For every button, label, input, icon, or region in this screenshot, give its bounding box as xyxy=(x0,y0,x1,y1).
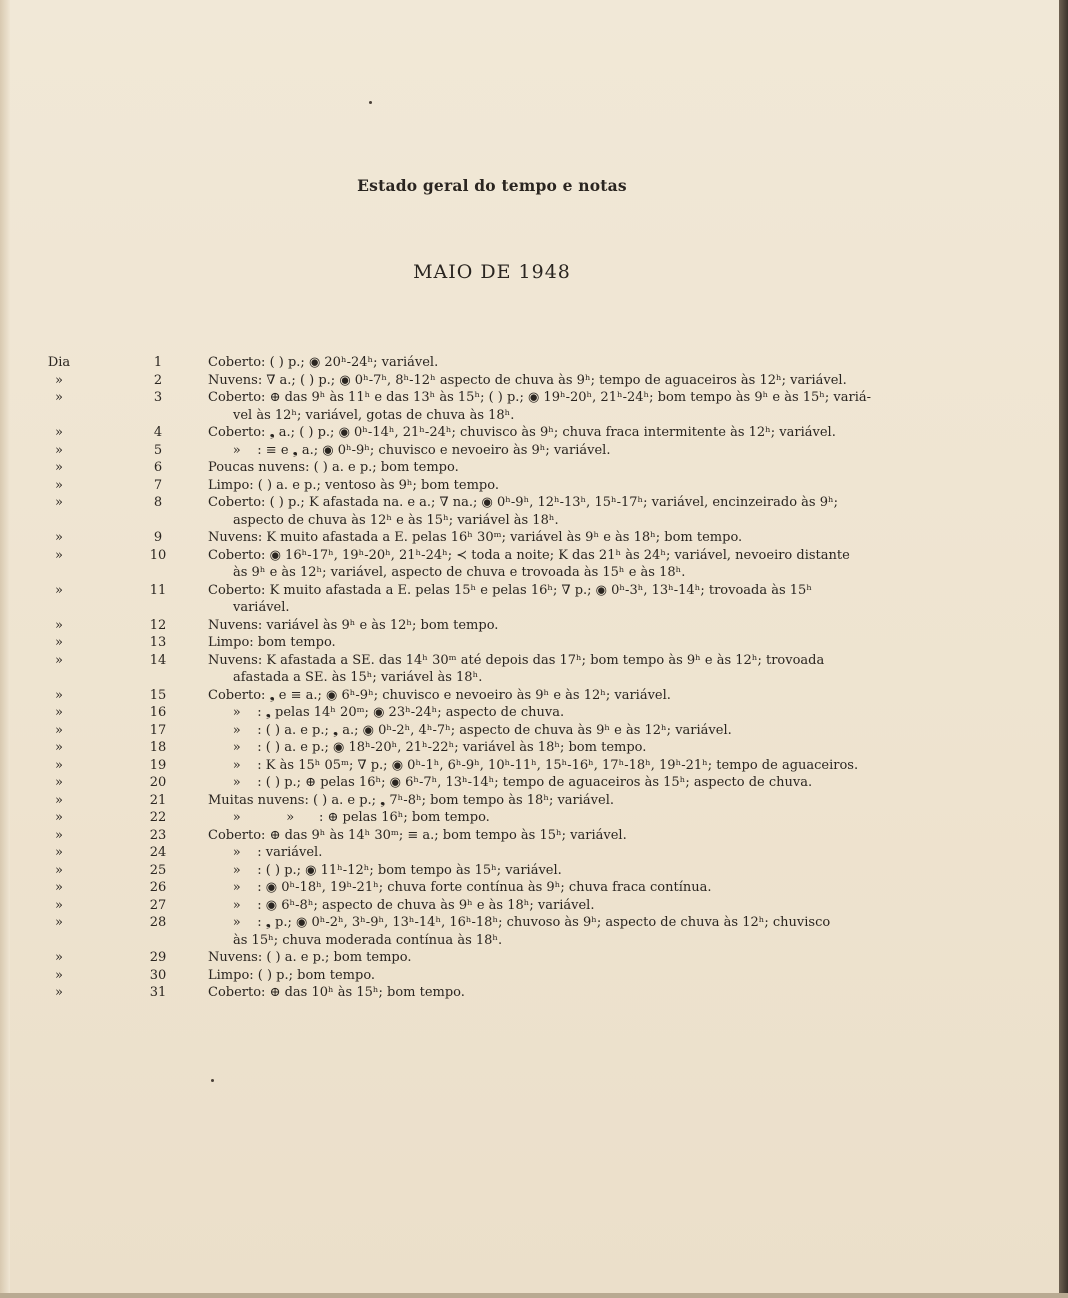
weather-notes xyxy=(208,827,876,845)
note-line: Coberto: K muito afastada a E. pelas 15ʰ e pelas 16ʰ; ∇ p.; ◉ 0ʰ-3ʰ, 13ʰ-14ʰ; trovoada às 15ʰ xyxy=(208,582,812,598)
day-number: 2 xyxy=(153,372,163,388)
note-line: Coberto: ( ) p.; K afastada na. e a.; ∇ na.; ◉ 0ʰ-9ʰ, 12ʰ-13ʰ, 15ʰ-17ʰ; variável, encinzeirado às 9ʰ; xyxy=(208,495,839,510)
day-number: 30 xyxy=(149,967,167,983)
weather-notes xyxy=(208,844,876,862)
day-label: » xyxy=(55,722,63,738)
day-label: » xyxy=(55,950,63,965)
weather-notes xyxy=(208,477,876,495)
table-row xyxy=(0,634,1068,652)
note-line: Nuvens: ( ) a. e p.; bom tempo. xyxy=(208,950,412,965)
day-number: 1 xyxy=(153,355,163,370)
page-subtitle: MAIO DE 1948 xyxy=(413,261,571,283)
note-line: Nuvens: K muito afastada a E. pelas 16ʰ 30ᵐ; variável às 9ʰ e às 18ʰ; bom tempo. xyxy=(208,530,743,545)
note-continuation: vel às 12ʰ; variável, gotas de chuva às 18ʰ. xyxy=(233,407,515,423)
day-label: » xyxy=(55,845,63,860)
table-row xyxy=(0,722,1068,740)
page-bottom-edge xyxy=(0,1293,1068,1298)
day-number: 31 xyxy=(149,985,167,1000)
day-label: » xyxy=(55,792,63,808)
note-line: » : variável. xyxy=(208,845,323,860)
day-label: » xyxy=(55,652,63,668)
note-line: » : ❟ pelas 14ʰ 20ᵐ; ◉ 23ʰ-24ʰ; aspecto de chuva. xyxy=(208,705,565,720)
day-number: 23 xyxy=(149,827,167,843)
day-label: » xyxy=(55,495,63,510)
day-number: 14 xyxy=(149,652,167,668)
table-row xyxy=(0,914,1068,949)
day-label: » xyxy=(55,862,63,878)
weather-notes xyxy=(208,984,876,1002)
weather-notes xyxy=(208,722,876,740)
note-line: » : ( ) a. e p.; ❟ a.; ◉ 0ʰ-2ʰ, 4ʰ-7ʰ; aspecto de chuva às 9ʰ e às 12ʰ; variável. xyxy=(208,722,732,738)
weather-notes xyxy=(208,652,876,687)
day-label: » xyxy=(55,897,63,913)
table-row xyxy=(0,459,1068,477)
weather-notes xyxy=(208,774,876,792)
weather-notes xyxy=(208,739,876,757)
day-number: 9 xyxy=(153,530,163,545)
day-label: » xyxy=(55,530,63,545)
table-row xyxy=(0,984,1068,1002)
day-number: 7 xyxy=(153,477,163,493)
day-number: 21 xyxy=(149,792,167,808)
note-line: » » : ⊕ pelas 16ʰ; bom tempo. xyxy=(208,810,490,825)
table-row xyxy=(0,949,1068,967)
note-line: » : ( ) a. e p.; ◉ 18ʰ-20ʰ, 21ʰ-22ʰ; variável às 18ʰ; bom tempo. xyxy=(208,740,647,755)
table-row xyxy=(0,389,1068,424)
day-number: 5 xyxy=(153,442,163,458)
day-label: » xyxy=(55,425,63,440)
weather-notes xyxy=(208,687,876,705)
note-line: » : ◉ 0ʰ-18ʰ, 19ʰ-21ʰ; chuva forte contínua às 9ʰ; chuva fraca contínua. xyxy=(208,880,712,895)
note-line: Coberto: ◉ 16ʰ-17ʰ, 19ʰ-20ʰ, 21ʰ-24ʰ; ≺ toda a noite; K das 21ʰ às 24ʰ; variável, nevoeiro distante xyxy=(208,547,850,563)
page-title: Estado geral do tempo e notas xyxy=(357,176,627,195)
note-continuation: variável. xyxy=(233,600,290,615)
day-label: » xyxy=(55,390,63,405)
table-row xyxy=(0,529,1068,547)
day-label: » xyxy=(55,775,63,790)
day-label: » xyxy=(55,705,63,720)
day-label: » xyxy=(55,582,63,598)
note-line: » : ≡ e ❟ a.; ◉ 0ʰ-9ʰ; chuvisco e nevoeiro às 9ʰ; variável. xyxy=(208,442,611,458)
note-line: » : ( ) p.; ◉ 11ʰ-12ʰ; bom tempo às 15ʰ; variável. xyxy=(208,862,562,878)
table-row xyxy=(0,879,1068,897)
table-row xyxy=(0,687,1068,705)
day-label: » xyxy=(55,985,63,1000)
weather-notes xyxy=(208,424,876,442)
table-row xyxy=(0,967,1068,985)
day-number: 4 xyxy=(153,425,163,440)
table-row xyxy=(0,757,1068,775)
table-row xyxy=(0,827,1068,845)
note-line: Poucas nuvens: ( ) a. e p.; bom tempo. xyxy=(208,460,459,475)
day-label: » xyxy=(55,915,63,930)
weather-notes xyxy=(208,634,876,652)
note-line: Coberto: ⊕ das 9ʰ às 14ʰ 30ᵐ; ≡ a.; bom tempo às 15ʰ; variável. xyxy=(208,827,627,843)
table-row xyxy=(0,494,1068,529)
weather-notes xyxy=(208,582,876,617)
day-label: » xyxy=(55,740,63,755)
note-line: Nuvens: K afastada a SE. das 14ʰ 30ᵐ até depois das 17ʰ; bom tempo às 9ʰ e às 12ʰ; trovoada xyxy=(208,652,825,668)
ink-speck xyxy=(369,101,372,104)
day-label: » xyxy=(55,460,63,475)
note-line: » : ◉ 6ʰ-8ʰ; aspecto de chuva às 9ʰ e às 18ʰ; variável. xyxy=(208,897,595,913)
note-continuation: aspecto de chuva às 12ʰ e às 15ʰ; variável às 18ʰ. xyxy=(233,512,559,528)
day-number: 20 xyxy=(149,775,167,790)
day-label: » xyxy=(55,635,63,650)
day-number: 15 xyxy=(149,687,167,703)
table-row xyxy=(0,354,1068,372)
table-row xyxy=(0,617,1068,635)
weather-notes xyxy=(208,529,876,547)
weather-notes xyxy=(208,442,876,460)
day-label: » xyxy=(55,810,63,825)
day-label: » xyxy=(55,442,63,458)
table-row xyxy=(0,704,1068,722)
day-label: » xyxy=(55,617,63,633)
day-label: » xyxy=(55,827,63,843)
weather-notes xyxy=(208,354,876,372)
table-row xyxy=(0,739,1068,757)
day-label: » xyxy=(55,547,63,563)
note-line: Limpo: ( ) a. e p.; ventoso às 9ʰ; bom tempo. xyxy=(208,477,499,493)
ink-speck xyxy=(211,1079,214,1082)
weather-notes xyxy=(208,879,876,897)
table-row xyxy=(0,582,1068,617)
entries-list xyxy=(0,354,1068,1002)
weather-notes xyxy=(208,897,876,915)
day-number: 6 xyxy=(153,460,163,475)
day-number: 13 xyxy=(149,635,167,650)
day-number: 25 xyxy=(149,862,167,878)
day-label: » xyxy=(55,880,63,895)
day-number: 8 xyxy=(153,495,163,510)
day-number: 22 xyxy=(149,810,167,825)
weather-notes xyxy=(208,459,876,477)
day-label: » xyxy=(55,757,63,773)
table-row xyxy=(0,844,1068,862)
day-number: 19 xyxy=(149,757,167,773)
table-row xyxy=(0,477,1068,495)
note-continuation: afastada a SE. às 15ʰ; variável às 18ʰ. xyxy=(233,670,483,685)
weather-notes xyxy=(208,704,876,722)
day-number: 16 xyxy=(149,705,167,720)
day-number: 10 xyxy=(149,547,167,563)
weather-notes xyxy=(208,792,876,810)
weather-notes xyxy=(208,862,876,880)
table-row xyxy=(0,547,1068,582)
table-row xyxy=(0,897,1068,915)
note-continuation: às 15ʰ; chuva moderada contínua às 18ʰ. xyxy=(233,932,503,948)
weather-notes xyxy=(208,617,876,635)
note-line: Coberto: ( ) p.; ◉ 20ʰ-24ʰ; variável. xyxy=(208,355,439,370)
note-line: » : ( ) p.; ⊕ pelas 16ʰ; ◉ 6ʰ-7ʰ, 13ʰ-14ʰ; tempo de aguaceiros às 15ʰ; aspecto de chuva. xyxy=(208,775,813,790)
day-number: 18 xyxy=(149,740,167,755)
day-number: 27 xyxy=(149,897,167,913)
weather-notes xyxy=(208,389,876,424)
table-row xyxy=(0,862,1068,880)
day-label: » xyxy=(55,372,63,388)
table-row xyxy=(0,792,1068,810)
day-number: 26 xyxy=(149,880,167,895)
weather-notes xyxy=(208,809,876,827)
note-line: Limpo: ( ) p.; bom tempo. xyxy=(208,967,376,983)
note-line: Nuvens: variável às 9ʰ e às 12ʰ; bom tempo. xyxy=(208,617,499,633)
day-label: » xyxy=(55,477,63,493)
day-label: Dia xyxy=(47,355,71,370)
table-row xyxy=(0,372,1068,390)
day-number: 3 xyxy=(153,390,163,405)
note-continuation: às 9ʰ e às 12ʰ; variável, aspecto de chuva e trovoada às 15ʰ e às 18ʰ. xyxy=(233,565,686,580)
day-label: » xyxy=(55,967,63,983)
table-row xyxy=(0,809,1068,827)
weather-notes xyxy=(208,949,876,967)
weather-notes xyxy=(208,494,876,529)
note-line: Coberto: ❟ e ≡ a.; ◉ 6ʰ-9ʰ; chuvisco e nevoeiro às 9ʰ e às 12ʰ; variável. xyxy=(208,687,671,703)
note-line: Muitas nuvens: ( ) a. e p.; ❟ 7ʰ-8ʰ; bom tempo às 18ʰ; variável. xyxy=(208,792,615,808)
day-number: 24 xyxy=(149,845,167,860)
weather-notes xyxy=(208,914,876,949)
weather-notes xyxy=(208,372,876,390)
note-line: » : K às 15ʰ 05ᵐ; ∇ p.; ◉ 0ʰ-1ʰ, 6ʰ-9ʰ, 10ʰ-11ʰ, 15ʰ-16ʰ, 17ʰ-18ʰ, 19ʰ-21ʰ; tempo de aguaceiros. xyxy=(208,757,859,773)
note-line: Limpo: bom tempo. xyxy=(208,635,336,650)
note-line: Nuvens: ∇ a.; ( ) p.; ◉ 0ʰ-7ʰ, 8ʰ-12ʰ aspecto de chuva às 9ʰ; tempo de aguaceiros às 12ʰ; variável. xyxy=(208,372,847,388)
day-number: 17 xyxy=(149,722,167,738)
weather-notes xyxy=(208,757,876,775)
table-row xyxy=(0,424,1068,442)
note-line: Coberto: ⊕ das 9ʰ às 11ʰ e das 13ʰ às 15ʰ; ( ) p.; ◉ 19ʰ-20ʰ, 21ʰ-24ʰ; bom tempo às 9ʰ e às 15ʰ; variá- xyxy=(208,390,872,405)
day-number: 28 xyxy=(149,915,167,930)
weather-notes xyxy=(208,547,876,582)
day-number: 29 xyxy=(149,950,167,965)
note-line: » : ❟ p.; ◉ 0ʰ-2ʰ, 3ʰ-9ʰ, 13ʰ-14ʰ, 16ʰ-18ʰ; chuvoso às 9ʰ; aspecto de chuva às 12ʰ; chuvisco xyxy=(208,915,831,930)
day-label: » xyxy=(55,687,63,703)
weather-notes xyxy=(208,967,876,985)
table-row xyxy=(0,774,1068,792)
note-line: Coberto: ❟ a.; ( ) p.; ◉ 0ʰ-14ʰ, 21ʰ-24ʰ; chuvisco às 9ʰ; chuva fraca intermitente às 12ʰ; variável. xyxy=(208,425,836,440)
day-number: 11 xyxy=(149,582,167,598)
table-row xyxy=(0,652,1068,687)
table-row xyxy=(0,442,1068,460)
day-number: 12 xyxy=(149,617,167,633)
note-line: Coberto: ⊕ das 10ʰ às 15ʰ; bom tempo. xyxy=(208,985,465,1000)
